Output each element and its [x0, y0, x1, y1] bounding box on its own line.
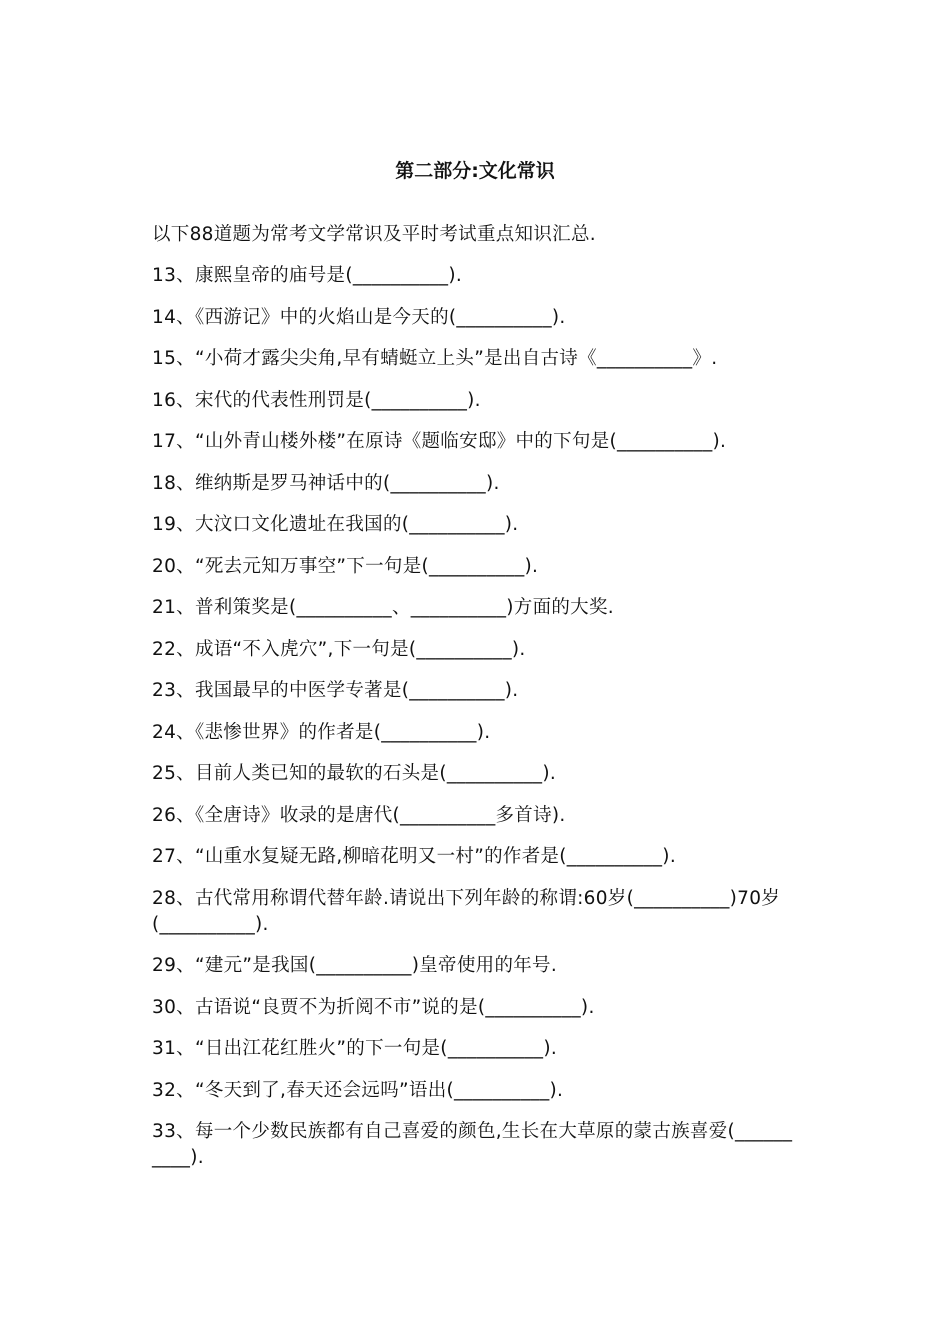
question-19: 19、大汶口文化遗址在我国的(__________). [152, 514, 519, 535]
question-16: 16、宋代的代表性刑罚是(__________). [152, 389, 481, 411]
question-17: 17、“山外青山楼外楼”在原诗《题临安邸》中的下句是(__________). [152, 431, 727, 452]
question-21: 21、普利策奖是(__________、__________)方面的大奖. [152, 597, 614, 618]
question-26: 26、《全唐诗》收录的是唐代(__________多首诗). [152, 804, 566, 826]
question-20: 20、“死去元知万事空”下一句是(__________). [152, 555, 539, 577]
question-13: 13、康熙皇帝的庙号是(__________). [152, 265, 463, 286]
page-title: 第二部分:文化常识 [395, 160, 555, 182]
intro-text: 以下88道题为常考文学常识及平时考试重点知识汇总. [152, 224, 596, 245]
question-27: 27、“山重水复疑无路,柳暗花明又一村”的作者是(__________). [152, 846, 677, 867]
question-28: 28、古代常用称谓代替年龄.请说出下列年龄的称谓:60岁(__________)70岁(__________). [152, 887, 781, 935]
question-33: 33、每一个少数民族都有自己喜爱的颜色,生长在大草原的蒙古族喜爱(__________). [152, 1121, 793, 1168]
question-18: 18、维纳斯是罗马神话中的(__________). [152, 472, 500, 494]
question-25: 25、目前人类已知的最软的石头是(__________). [152, 763, 557, 784]
question-22: 22、成语“不入虎穴”,下一句是(__________). [152, 638, 526, 660]
question-29: 29、“建元”是我国(__________)皇帝使用的年号. [152, 955, 558, 976]
question-14: 14、《西游记》中的火焰山是今天的(__________). [152, 306, 566, 328]
question-31: 31、“日出江花红胜火”的下一句是(__________). [152, 1038, 558, 1059]
question-15: 15、“小荷才露尖尖角,早有蜻蜓立上头”是出自古诗《__________》. [152, 348, 718, 369]
question-23: 23、我国最早的中医学专著是(__________). [152, 680, 519, 701]
question-list [152, 222, 797, 1187]
question-32: 32、“冬天到了,春天还会远吗”语出(__________). [152, 1079, 564, 1101]
question-30: 30、古语说“良贾不为折阅不市”说的是(__________). [152, 996, 595, 1018]
question-24: 24、《悲惨世界》的作者是(__________). [152, 721, 491, 743]
